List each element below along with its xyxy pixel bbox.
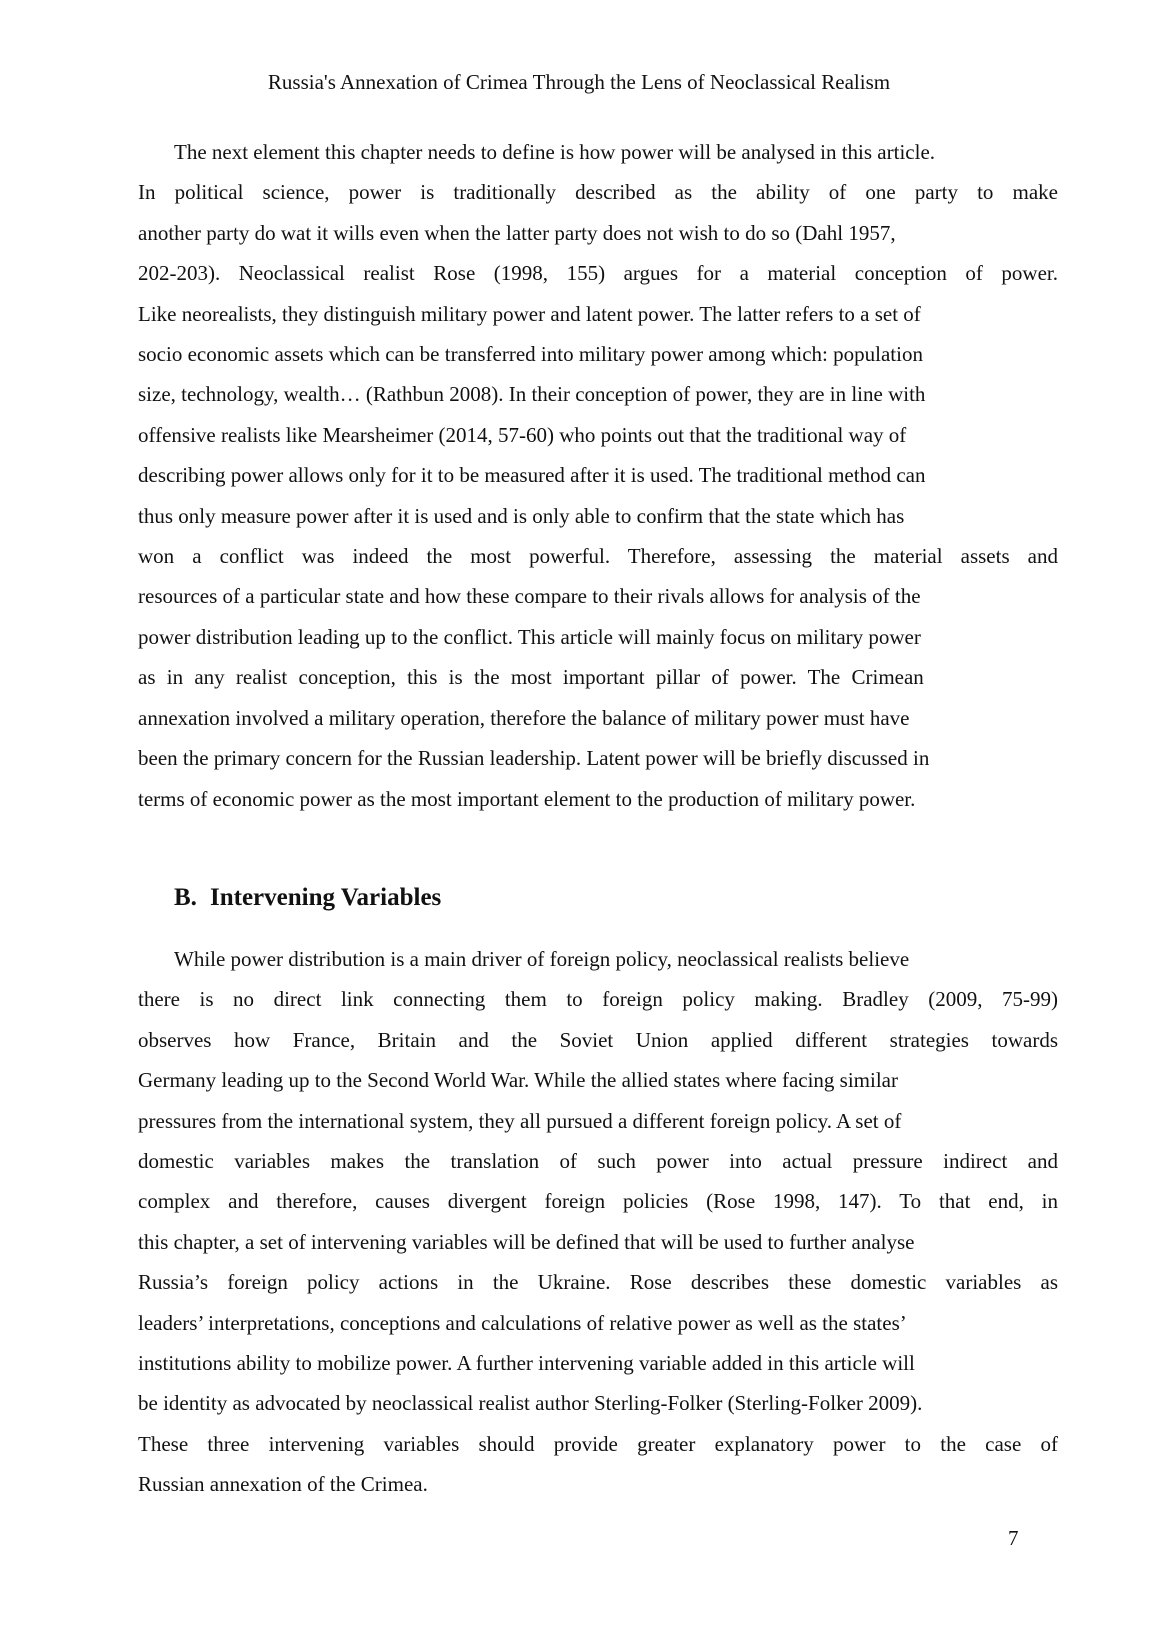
paragraph-line: terms of economic power as the most important element to the production of military power. (138, 786, 916, 811)
paragraph-intervening-variables (138, 939, 1058, 1505)
paragraph-line: Russia’s foreign policy actions in the Ukraine. Rose describes these domestic variables as (138, 1270, 1058, 1295)
paragraph-line: domestic variables makes the translation of such power into actual pressure indirect and (138, 1149, 1058, 1174)
paragraph-line: there is no direct link connecting them to foreign policy making. Bradley (2009, 75-99) (138, 987, 1058, 1012)
paragraph-line: socio economic assets which can be transferred into military power among which: population (138, 342, 923, 367)
paragraph-line: this chapter, a set of intervening variables will be defined that will be used to further analyse (138, 1229, 915, 1254)
paragraph-line: as in any realist conception, this is the most important pillar of power. The Crimean (138, 665, 924, 690)
paragraph-line: Germany leading up to the Second World War. While the allied states where facing similar (138, 1068, 898, 1093)
paragraph-line: describing power allows only for it to be measured after it is used. The traditional method can (138, 463, 926, 488)
paragraph-line: While power distribution is a main driver of foreign policy, neoclassical realists believe (174, 947, 910, 971)
paragraph-line: resources of a particular state and how these compare to their rivals allows for analysis of the (138, 584, 921, 609)
page-number: 7 (1008, 1526, 1019, 1550)
section-heading (174, 882, 441, 914)
paragraph-line: The next element this chapter needs to define is how power will be analysed in this article. (174, 140, 936, 164)
paragraph-line: won a conflict was indeed the most powerful. Therefore, assessing the material assets and (138, 544, 1058, 569)
paragraph-line: 202-203). Neoclassical realist Rose (1998, 155) argues for a material conception of power. (138, 261, 1058, 286)
section-letter: B. (174, 884, 197, 911)
paragraph-line: Russian annexation of the Crimea. (138, 1472, 428, 1497)
section-title: Intervening Variables (210, 884, 442, 911)
paragraph-line: size, technology, wealth… (Rathbun 2008). In their conception of power, they are in line with (138, 382, 926, 407)
paragraph-line: thus only measure power after it is used and is only able to confirm that the state which has (138, 503, 905, 528)
paragraph-line: Like neorealists, they distinguish military power and latent power. The latter refers to a set of (138, 301, 921, 326)
paragraph-line: been the primary concern for the Russian leadership. Latent power will be briefly discussed in (138, 746, 930, 771)
paragraph-line: be identity as advocated by neoclassical realist author Sterling-Folker (Sterling-Folker 2009). (138, 1391, 923, 1416)
paragraph-line: These three intervening variables should provide greater explanatory power to the case of (138, 1431, 1058, 1456)
paragraph-line: complex and therefore, causes divergent foreign policies (Rose 1998, 147). To that end, in (138, 1189, 1058, 1214)
paragraph-line: another party do wat it wills even when the latter party does not wish to do so (Dahl 1957, (138, 220, 896, 245)
paragraph-power (138, 132, 1058, 819)
paragraph-line: pressures from the international system, they all pursued a different foreign policy. A set of (138, 1108, 902, 1133)
paragraph-line: offensive realists like Mearsheimer (2014, 57-60) who points out that the traditional way of (138, 422, 907, 447)
paragraph-line: power distribution leading up to the conflict. This article will mainly focus on military power (138, 624, 921, 649)
paragraph-line: institutions ability to mobilize power. A further intervening variable added in this article will (138, 1351, 915, 1376)
running-header: Russia's Annexation of Crimea Through the Lens of Neoclassical Realism (267, 70, 891, 94)
paragraph-line: annexation involved a military operation, therefore the balance of military power must have (138, 705, 910, 730)
paragraph-line: leaders’ interpretations, conceptions and calculations of relative power as well as the states’ (138, 1310, 907, 1335)
paragraph-line: observes how France, Britain and the Soviet Union applied different strategies towards (138, 1027, 1058, 1052)
paragraph-line: In political science, power is traditionally described as the ability of one party to make (138, 180, 1058, 205)
